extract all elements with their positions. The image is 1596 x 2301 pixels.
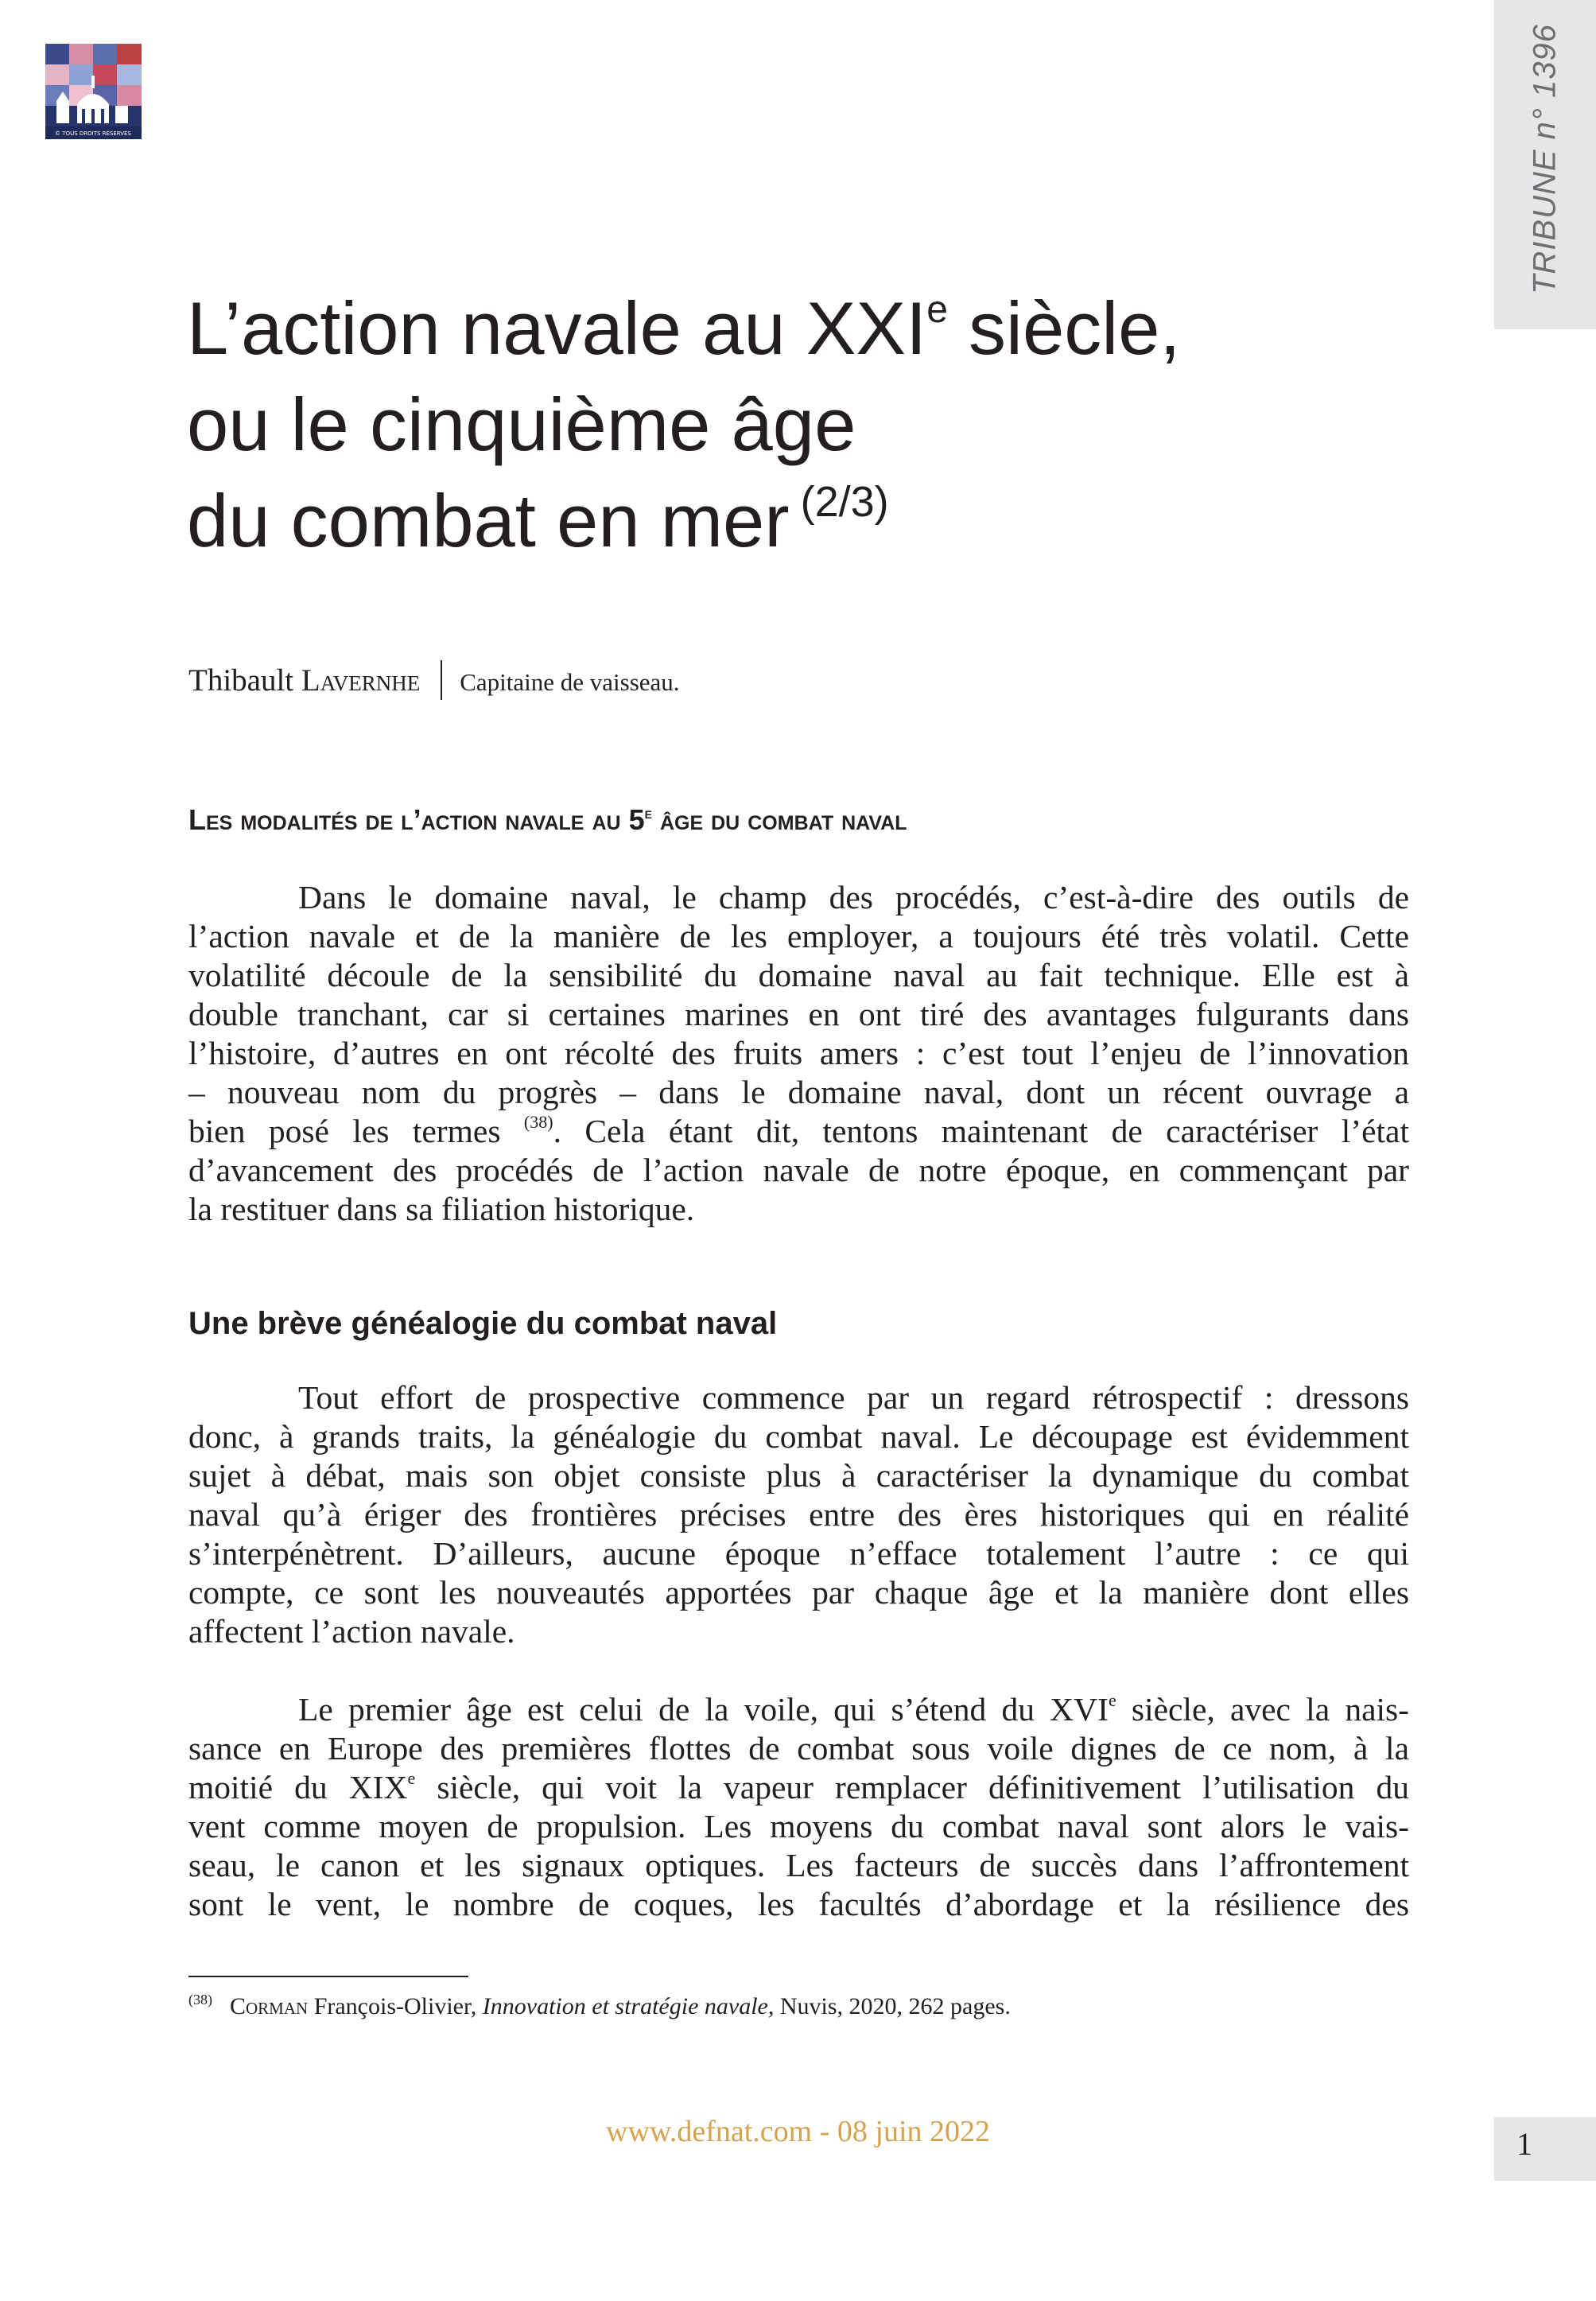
paragraph-1-line: l’histoire, d’autres en ont récolté des fruits amers : c’est tout l’enjeu de l’innovation (188, 1035, 1409, 1071)
paragraph-3-line: seau, le canon et les signaux optiques. Les facteurs de succès dans l’affrontement (188, 1847, 1409, 1883)
footnote-author-first: François-Olivier, (308, 1993, 483, 2019)
paragraph-3-line: sance en Europe des premières flottes de combat sous voile dignes de ce nom, à la (188, 1730, 1409, 1767)
paragraph-1-line: double tranchant, car si certaines marines en ont tiré des avantages fulgurants dans (188, 996, 1409, 1032)
title-line-1-text: L’action navale au XXI (187, 286, 927, 370)
paragraph-3-line: sont le vent, le nombre de coques, les facultés d’abordage et la résilience des (188, 1886, 1409, 1922)
footnote-author: Corman (230, 1993, 309, 2019)
paragraph-1-line: d’avancement des procédés de l’action navale de notre époque, en commençant par (188, 1152, 1409, 1188)
footnote-rule (188, 1976, 468, 1977)
subheading-genealogy: Une brève généalogie du combat naval (188, 1306, 778, 1341)
footnote-38 (188, 1992, 1011, 2020)
publication-logo (45, 44, 142, 139)
paragraph-1-line (188, 1112, 1409, 1151)
title-line-1 (187, 280, 1300, 376)
footnote-work-title: Innovation et stratégie navale (482, 1993, 768, 2019)
paragraph-1-line: – nouveau nom du progrès – dans le domaine naval, dont un récent ouvrage a (188, 1074, 1409, 1110)
footnote-rest: , Nuvis, 2020, 262 pages. (767, 1993, 1011, 2019)
paragraph-1-line-7a: bien posé les termes (188, 1113, 524, 1149)
title-line-2: ou le cinquième âge (187, 383, 856, 466)
tribune-side-tab (1494, 0, 1596, 329)
section-heading-text-b: âge du combat naval (651, 803, 907, 836)
svg-text:© TOUS DROITS RÉSERVÉS: © TOUS DROITS RÉSERVÉS (55, 130, 131, 137)
paragraph-3-superscript: e (1108, 1690, 1116, 1710)
footnote-mark: (38) (188, 1992, 212, 2008)
paragraph-1-line-7b: . Cela étant dit, tentons maintenant de caractériser l’état (553, 1113, 1409, 1149)
paragraph-1 (188, 878, 1409, 1229)
paragraph-2 (188, 1378, 1409, 1651)
footnote-reference-38: (38) (523, 1112, 553, 1132)
author-byline (188, 660, 680, 700)
paragraph-2-line: compte, ce sont les nouveautés apportées par chaque âge et la manière dont elles (188, 1574, 1409, 1611)
paragraph-2-line: sujet à débat, mais son objet consiste plus à caractériser la dynamique du combat (188, 1457, 1409, 1494)
article-title (187, 280, 1300, 569)
paragraph-1-line: Dans le domaine naval, le champ des procédés, c’est-à-dire des outils de (298, 879, 1409, 915)
paragraph-3-line-3b: siècle, qui voit la vapeur remplacer définitivement l’utilisation du (415, 1769, 1409, 1805)
paragraph-1-line: l’action navale et de la manière de les employer, a toujours été très volatil. Cette (188, 918, 1409, 954)
paragraph-1-line: volatilité découle de la sensibilité du domaine naval au fait technique. Elle est à (188, 957, 1409, 993)
page-footer: www.defnat.com - 08 juin 2022 (606, 2115, 990, 2148)
title-line-3 (187, 472, 1300, 569)
author-first-name: Thibault (188, 663, 301, 698)
paragraph-3-superscript: e (407, 1768, 416, 1788)
paragraph-3-line: vent comme moyen de propulsion. Les moyens du combat naval sont alors le vais- (188, 1808, 1409, 1844)
paragraph-2-line: naval qu’à ériger des frontières précises entre des ères historiques qui en réalité (188, 1496, 1409, 1533)
paragraph-2-line: s’interpénètrent. D’ailleurs, aucune époque n’efface totalement l’autre : ce qui (188, 1535, 1409, 1572)
author-last-name: Lavernhe (301, 663, 421, 698)
section-heading-superscript: e (644, 805, 652, 822)
tribune-number-label: TRIBUNE n° 1396 (1527, 23, 1563, 295)
paragraph-1-line: la restituer dans sa filiation historique. (188, 1191, 695, 1227)
title-century-superscript: e (926, 289, 948, 331)
page-number-tab (1494, 2117, 1596, 2181)
author-role: Capitaine de vaisseau. (460, 668, 680, 696)
paragraph-3-line (188, 1690, 1409, 1729)
paragraph-3-line-1a: Le premier âge est celui de la voile, qui s’étend du XVI (298, 1691, 1109, 1728)
paragraph-2-line: Tout effort de prospective commence par un regard rétrospectif : dressons (298, 1379, 1409, 1416)
page-number: 1 (1516, 2126, 1532, 2162)
paragraph-3-line-1b: siècle, avec la nais- (1116, 1691, 1409, 1728)
paragraph-3-line-3a: moitié du XIX (188, 1769, 408, 1805)
section-heading-text-a: Les modalités de l’action navale au 5 (188, 803, 645, 836)
title-line-1-end: siècle, (947, 286, 1181, 370)
title-part-number: (2/3) (800, 478, 889, 526)
paragraph-3-line (188, 1768, 1409, 1807)
paragraph-2-line: donc, à grands traits, la généalogie du combat naval. Le découpage est évidemment (188, 1418, 1409, 1455)
paragraph-3 (188, 1690, 1409, 1924)
title-line-3-text: du combat en mer (187, 479, 790, 562)
byline-divider (441, 660, 442, 700)
section-heading (188, 803, 907, 837)
paragraph-2-line: affectent l’action navale. (188, 1613, 515, 1650)
